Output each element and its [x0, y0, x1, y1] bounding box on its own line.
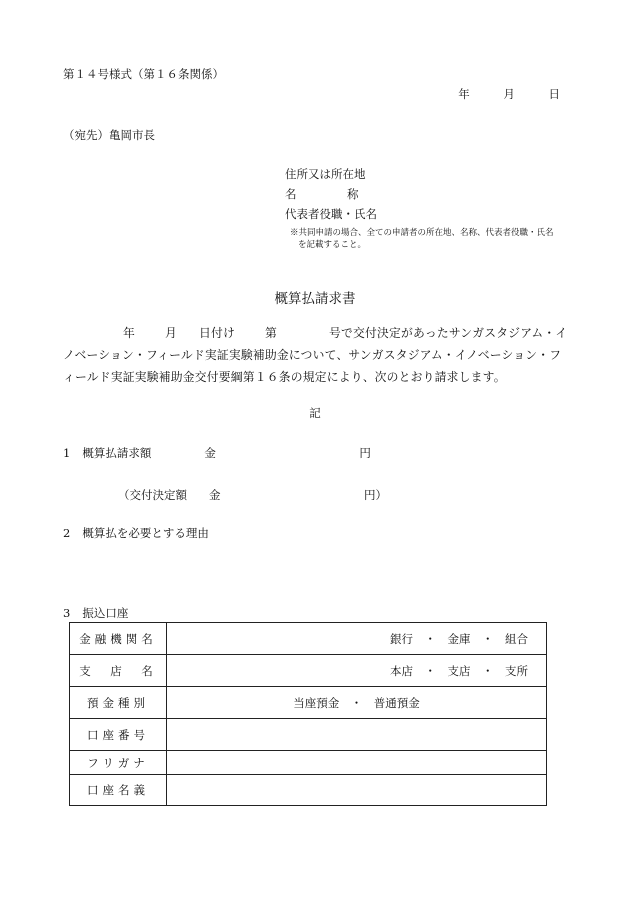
document-title: 概算払請求書: [274, 291, 356, 307]
item-requested-amount: [63, 445, 371, 461]
applicant-representative-label: 代表者役職・氏名: [285, 207, 377, 221]
name-label-part1: 名: [285, 187, 297, 201]
body-date-suffix: 日付け: [199, 326, 235, 340]
body-main-text: 号で交付決定があったサンガスタジアム・イノベーション・フィールド実証実験補助金について、サンガスタジアム・イノベーション・フィールド実証実験補助金交付要綱第１６条の規定により、次のとおり請求します。: [63, 326, 568, 384]
furigana-field[interactable]: [167, 751, 547, 775]
item-decided-amount: [118, 487, 387, 503]
bank-account-table: [69, 622, 547, 806]
date-month: 月: [503, 87, 515, 101]
item1-number: 1: [63, 446, 71, 460]
name-label-part2: 称: [347, 187, 359, 201]
date-line: [428, 86, 560, 102]
request-body-text: [63, 322, 568, 388]
body-year: 年: [123, 326, 135, 340]
item1b-yen: 円）: [364, 488, 387, 502]
item-bank-account: [63, 605, 128, 621]
table-row: [70, 655, 547, 687]
account-number-label: 口座番号: [70, 719, 167, 751]
applicant-name-label: [285, 186, 359, 202]
addressee: （宛先）亀岡市長: [63, 128, 155, 142]
table-row: [70, 775, 547, 806]
item2-number: 2: [63, 526, 71, 540]
item1-yen: 円: [359, 446, 371, 460]
item1b-kin: 金: [209, 488, 221, 502]
item3-number: 3: [63, 606, 71, 620]
note-line-2: を記載すること。: [298, 240, 367, 250]
item1-label: 概算払請求額: [82, 446, 152, 460]
item1b-label: （交付決定額: [118, 488, 187, 502]
account-holder-field[interactable]: [167, 775, 547, 806]
furigana-label: フリガナ: [70, 751, 167, 775]
item2-label: 概算払を必要とする理由: [82, 526, 209, 540]
table-row: [70, 719, 547, 751]
body-dai: 第: [265, 326, 277, 340]
table-row: [70, 687, 547, 719]
joint-application-note: [290, 227, 580, 251]
deposit-type-field[interactable]: 当座預金 ・ 普通預金: [167, 687, 547, 719]
form-number: 第１４号様式（第１６条関係）: [63, 67, 224, 81]
date-day: 日: [548, 87, 560, 101]
account-number-field[interactable]: [167, 719, 547, 751]
item1-kin: 金: [204, 446, 216, 460]
table-row: [70, 623, 547, 655]
ki-marker: 記: [309, 406, 321, 420]
bank-name-label: 金融機関名: [70, 623, 167, 655]
note-line-1: ※共同申請の場合、全ての申請者の所在地、名称、代表者役職・氏名: [290, 228, 554, 238]
item-reason: [63, 525, 209, 541]
body-month: 月: [165, 326, 177, 340]
deposit-type-label: 預金種別: [70, 687, 167, 719]
account-holder-label: 口座名義: [70, 775, 167, 806]
item3-label: 振込口座: [82, 606, 129, 620]
branch-name-label: 支 店 名: [70, 655, 167, 687]
branch-name-field[interactable]: 本店 ・ 支店 ・ 支所: [167, 655, 547, 687]
date-year: 年: [458, 87, 470, 101]
table-row: [70, 751, 547, 775]
applicant-address-label: 住所又は所在地: [285, 167, 366, 181]
bank-name-field[interactable]: 銀行 ・ 金庫 ・ 組合: [167, 623, 547, 655]
